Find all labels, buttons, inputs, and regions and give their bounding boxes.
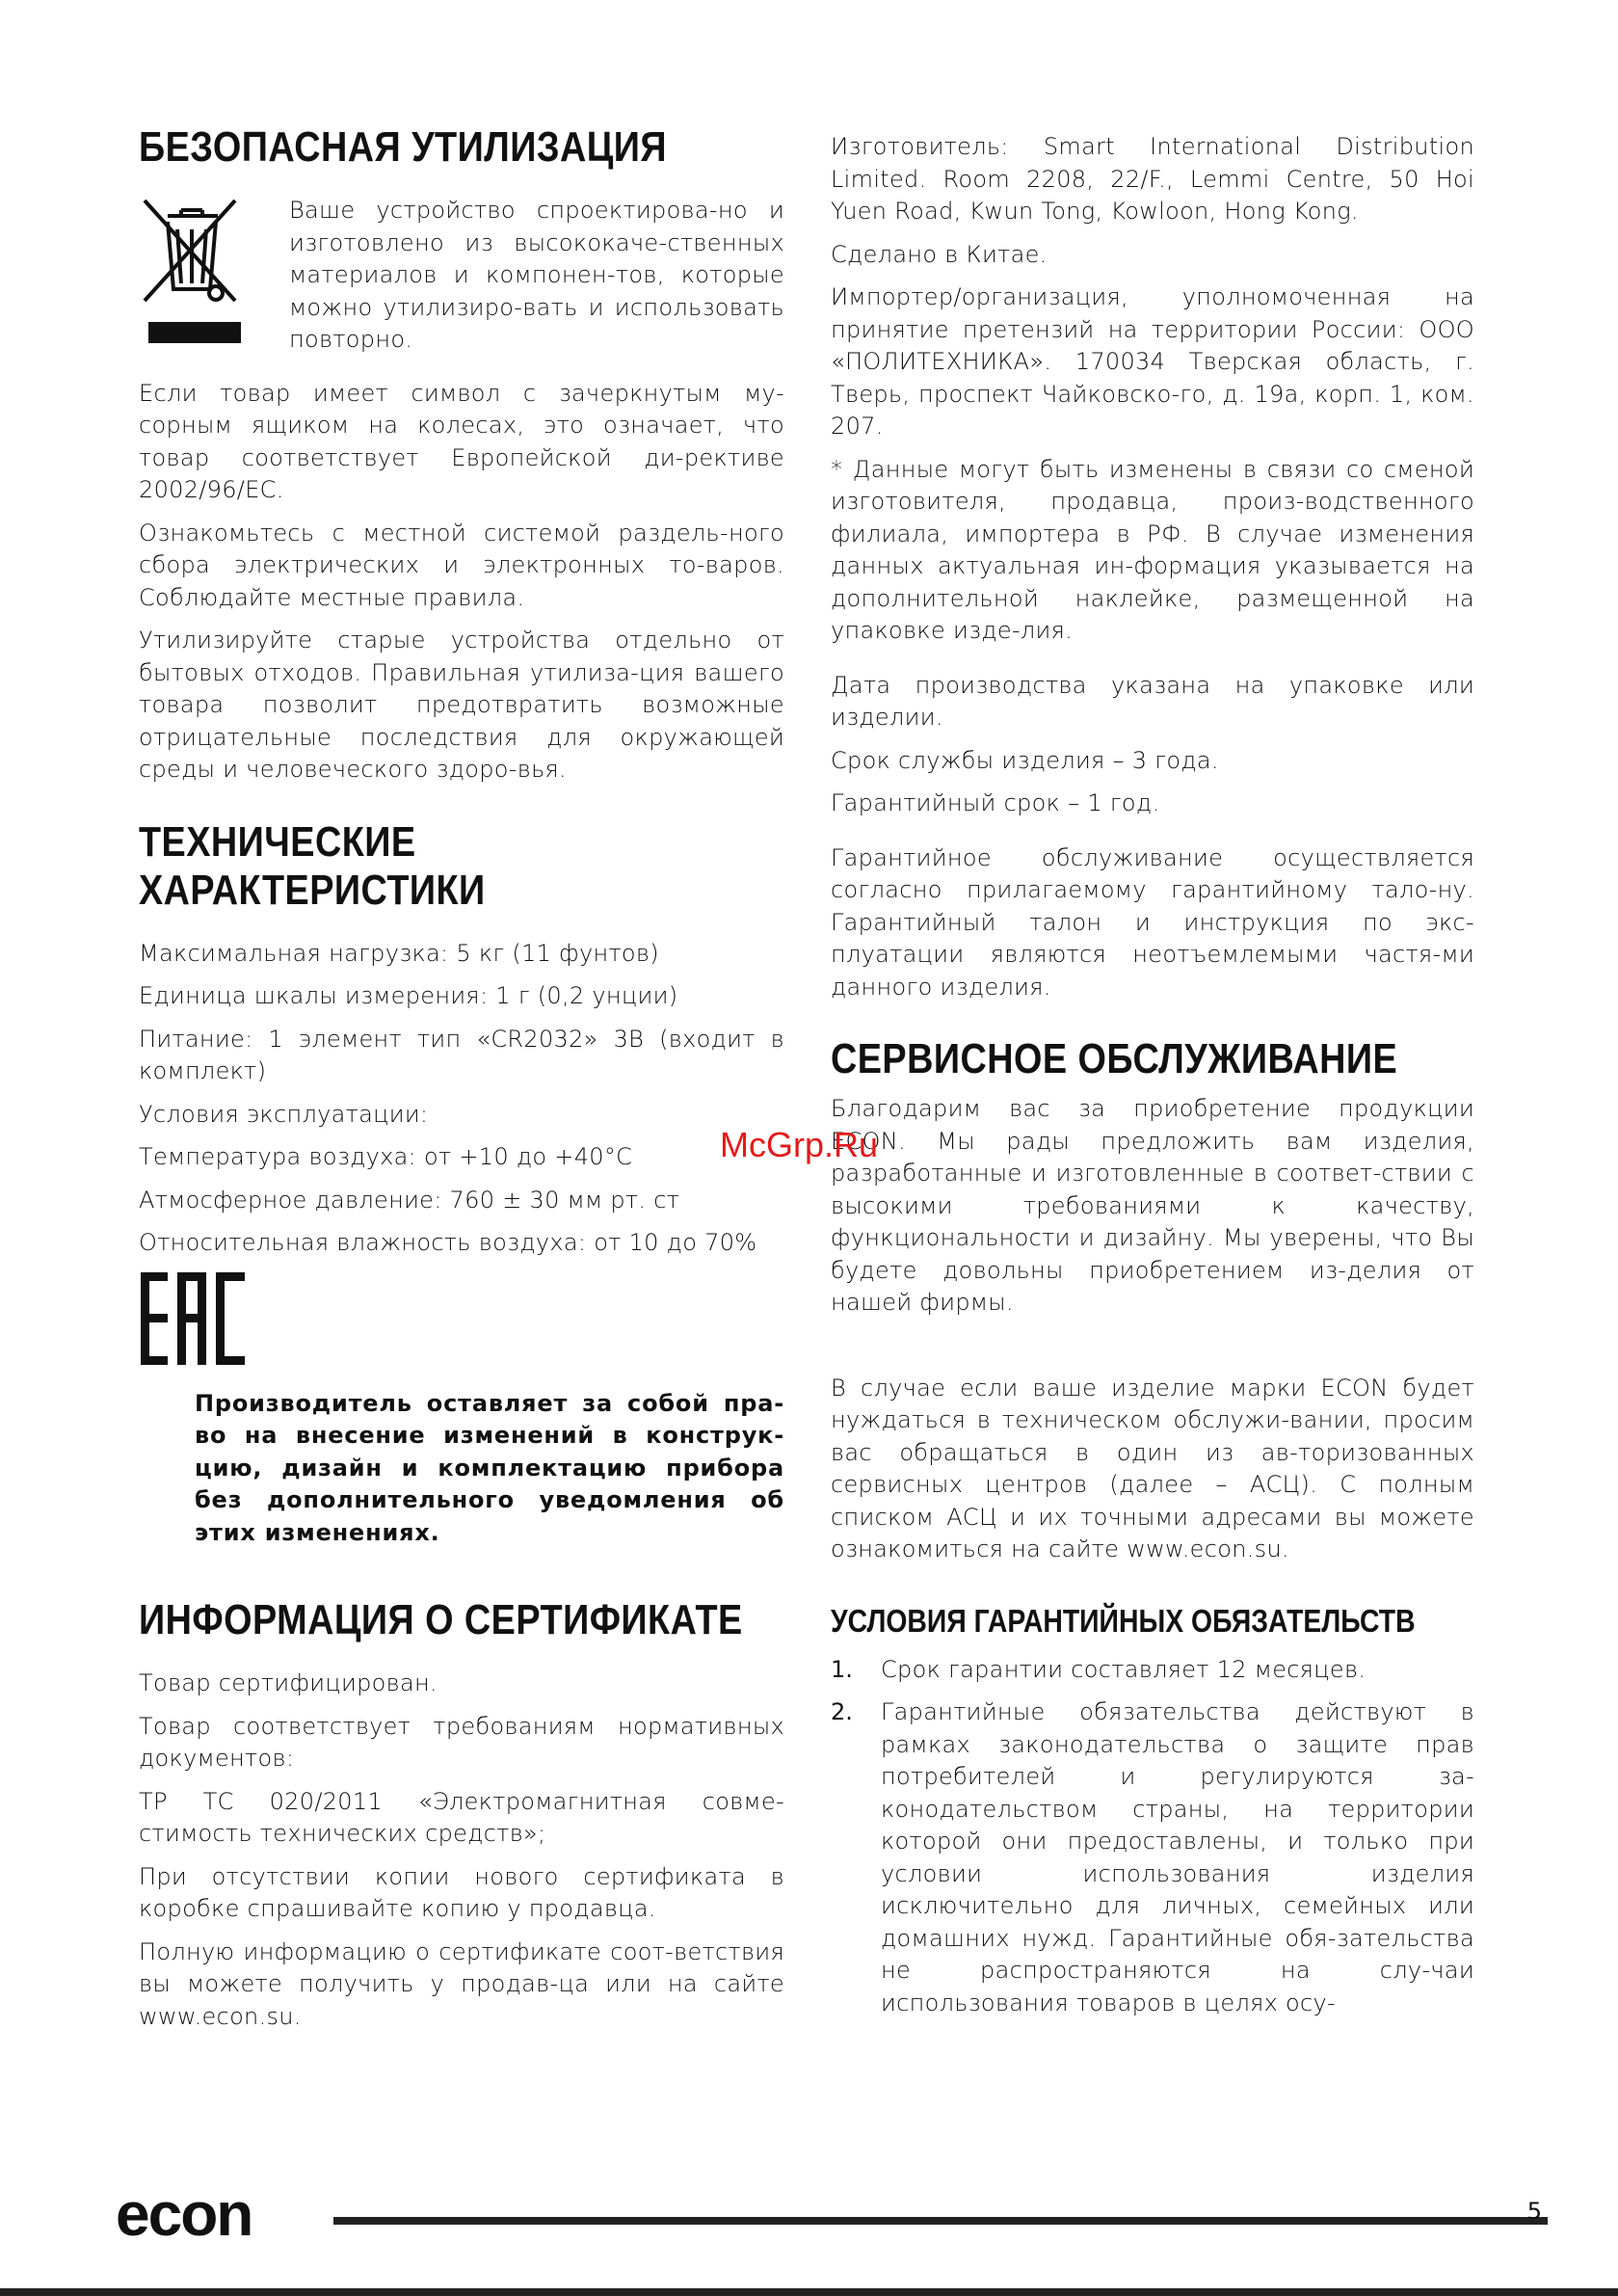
certificate-paragraph-5: Полную информацию о сертификате соот-ветствия вы можете получить у продав-ца или на сайте www.econ.su. — [139, 1937, 784, 2030]
right-column — [831, 131, 1474, 2030]
econ-logo: econ — [116, 2179, 252, 2249]
tech-spec-power: Питание: 1 элемент тип «CR2032» 3В (входит в комплект) — [139, 1025, 784, 1084]
service-paragraph-1: Благодарим вас за приобретение продукции ECON. Мы рады предложить вам изделия, разработанные и изготовленные в соответ-ствии с высокими требованиями к качеству, функциональности и дизайну. Мы уверены, что Вы будете довольны приобретением из-делия от нашей фирмы. — [831, 1095, 1474, 1316]
certificate-paragraph-3: ТР ТС 020/2011 «Электромагнитная совме-стимость технических средств»; — [139, 1787, 784, 1847]
disposal-paragraph-3: Ознакомьтесь с местной системой раздель-ного сбора электрических и электронных то-варов. Соблюдайте местные правила. — [139, 519, 784, 611]
certificate-paragraph-4: При отсутствии копии нового сертификата в коробке спрашивайте копию у продавца. — [139, 1862, 784, 1922]
warranty-period: Гарантийный срок – 1 год. — [831, 789, 1160, 816]
certificate-paragraph-1: Товар сертифицирован. — [139, 1669, 438, 1696]
tech-heading-line-1: ТЕХНИЧЕСКИЕ — [139, 817, 416, 866]
production-date: Дата производства указана на упаковке или изделии. — [831, 671, 1474, 731]
page-number: 5 — [1526, 2198, 1542, 2225]
list-item-text: Гарантийные обязательства действуют в рамках законодательства о защите прав потребителей и регулируются за-конодательством страны, на территории которой они предоставлены, и только при условии использования изделия исключительно для личных, семейных или домашних нужд. Гарантийные обя-зательства не распространяются на слу-чаи использования товаров в целях осу- — [881, 1698, 1474, 2016]
warranty-service-info: Гарантийное обслуживание осуществляется согласно прилагаемому гарантийному тало-ну. Гарантийный талон и инструкция по экс-плуатации являются неотъемлемыми частя-ми данного изделия. — [831, 843, 1474, 1001]
tech-spec-conditions: Условия эксплуатации: — [139, 1100, 429, 1128]
warranty-conditions-list — [831, 1654, 1474, 2020]
left-column — [139, 123, 784, 2043]
certificate-paragraph-2: Товар соответствует требованиям нормативных документов: — [139, 1712, 784, 1772]
bottom-edge-bar — [0, 2288, 1618, 2296]
crossed-out-wheelie-bin-icon — [139, 195, 289, 367]
list-item — [831, 1696, 1474, 2019]
list-item — [831, 1654, 1474, 1687]
tech-spec-max-load: Максимальная нагрузка: 5 кг (11 фунтов) — [139, 939, 659, 967]
tech-spec-scale-unit: Единица шкалы измерения: 1 г (0,2 унции) — [139, 982, 678, 1009]
list-item-number: 2. — [831, 1698, 853, 1725]
service-paragraph-2: В случае если ваше изделие марки ECON будет нуждаться в техническом обслужи-вании, просим вас обращаться в один из ав-торизованных сервисных центров (далее – АСЦ). С полным списком АСЦ и их точными адресами вы можете ознакомиться на сайте www.econ.su. — [831, 1374, 1474, 1562]
disposal-paragraph-1: Ваше устройство спроектирова-но и изготовлено из высококаче-ственных материалов и компонен-тов, которые можно утилизиро-вать и использовать повторно. — [289, 197, 784, 353]
disposal-intro — [139, 195, 784, 367]
eac-mark-logo — [139, 1270, 784, 1371]
warranty-heading: УСЛОВИЯ ГАРАНТИЙНЫХ ОБЯЗАТЕЛЬСТВ — [831, 1602, 1416, 1639]
disposal-paragraph-4: Утилизируйте старые устройства отдельно от бытовых отходов. Правильная утилиза-ция вашего товара позволит предотвратить возможные отрицательные последствия для окружающей среды и человеческого здоро-вья. — [139, 627, 784, 783]
tech-spec-humidity: Относительная влажность воздуха: от 10 до 70% — [139, 1229, 757, 1256]
manufacturer-notice — [195, 1388, 784, 1550]
tech-spec-temperature: Температура воздуха: от +10 до +40°С — [139, 1143, 633, 1170]
disposal-paragraph-2: Если товар имеет символ с зачеркнутым му-сорным ящиком на колесах, это означает, что товар соответствует Европейской ди-рективе 2002/96/ЕС. — [139, 379, 784, 503]
footer-divider — [333, 2217, 1548, 2225]
disposal-heading: БЕЗОПАСНАЯ УТИЛИЗАЦИЯ — [139, 123, 668, 171]
service-life: Срок службы изделия – 3 года. — [831, 746, 1219, 774]
manufacturer-notice-text: Производитель оставляет за собой пра-во на внесение изменений в конструк-цию, дизайн и комплектацию прибора без дополнительного уведомления об этих изменениях. — [195, 1389, 784, 1546]
manufacturer-info: Изготовитель: Smart International Distribution Limited. Room 2208, 22/F., Lemmi Centre, 50 Hoi Yuen Road, Kwun Tong, Kowloon, Hong Kong. — [831, 133, 1474, 225]
list-item-text: Срок гарантии составляет 12 месяцев. — [881, 1655, 1366, 1683]
made-in: Сделано в Китае. — [831, 240, 1048, 268]
tech-heading-line-2: ХАРАКТЕРИСТИКИ — [139, 866, 486, 914]
tech-spec-pressure: Атмосферное давление: 760 ± 30 мм рт. ст — [139, 1186, 680, 1214]
service-heading: СЕРВИСНОЕ ОБСЛУЖИВАНИЕ — [831, 1035, 1398, 1082]
data-change-note: * Данные могут быть изменены в связи со сменой изготовителя, продавца, произ-водственного филиала, импортера в РФ. В случае изменения данных актуальная ин-формация указывается на дополнительной наклейке, размещенной на упаковке изде-лия. — [831, 455, 1474, 644]
importer-info: Импортер/организация, уполномоченная на принятие претензий на территории России: ООО «ПОЛИТЕХНИКА». 170034 Тверская область, г. Тверь, проспект Чайковско-го, д. 19а, корп. 1, ком. 207. — [831, 283, 1474, 440]
page-footer — [116, 2180, 1542, 2248]
watermark-text: McGrp.Ru — [720, 1125, 879, 1164]
list-item-number: 1. — [831, 1655, 853, 1683]
certificate-heading: ИНФОРМАЦИЯ О СЕРТИФИКАТЕ — [139, 1596, 743, 1643]
